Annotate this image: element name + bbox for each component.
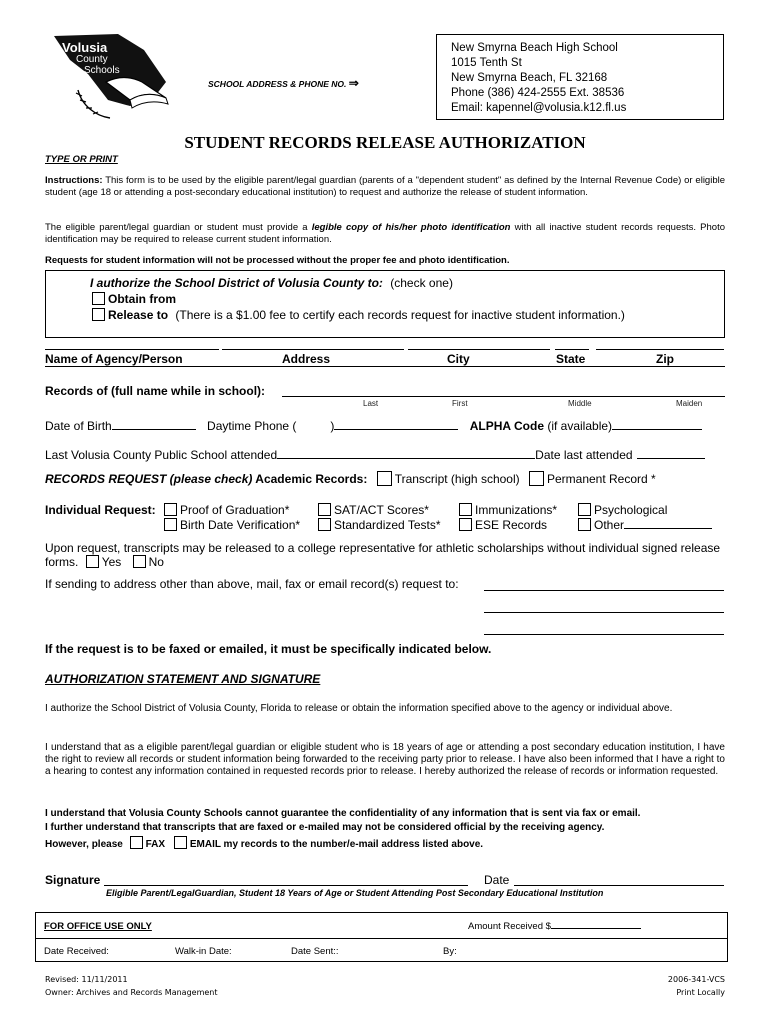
instructions-paragraph: Instructions: This form is to be used by the eligible parent/legal guardian (parents of a "dependent student" as defined by the Internal Revenue Code) or eligible student (age 18 or attending a post-secondary educational institution) to request and authorize the release of student information. [45, 175, 725, 198]
standardized-tests-checkbox[interactable] [318, 518, 331, 531]
yes-checkbox[interactable] [86, 555, 99, 568]
release-to-option[interactable]: Release to (There is a $1.00 fee to certify each records request for inactive student information.) [92, 308, 625, 322]
psychological-checkbox[interactable] [578, 503, 591, 516]
last-school-row: Last Volusia County Public School attended Date last attended [45, 448, 705, 462]
obtain-from-option[interactable]: Obtain from [92, 292, 176, 306]
amount-received-label: Amount Received $ [468, 921, 641, 932]
office-use-box [35, 912, 728, 962]
address-line: 1015 Tenth St [451, 57, 522, 69]
address-line: New Smyrna Beach, FL 32168 [451, 72, 608, 84]
last-school-field[interactable] [277, 458, 535, 459]
fax-checkbox[interactable] [130, 836, 143, 849]
alt-address-label: If sending to address other than above, mail, fax or email record(s) request to: [45, 577, 459, 591]
transcript-checkbox[interactable] [377, 471, 392, 486]
authorization-heading: AUTHORIZATION STATEMENT AND SIGNATURE [45, 672, 321, 686]
agency-name-line[interactable] [45, 349, 219, 350]
other-option[interactable]: Other [578, 518, 712, 532]
address-line: New Smyrna Beach High School [451, 42, 618, 54]
photo-id-paragraph: The eligible parent/legal guardian or student must provide a legible copy of his/her photo identification with all inactive student records requests. Photo identification may be required to release current student information. [45, 222, 726, 245]
immunizations-option[interactable]: Immunizations* [459, 503, 557, 517]
col-city: City [447, 352, 470, 366]
agency-address-line[interactable] [222, 349, 404, 350]
signature-date-line[interactable] [514, 885, 724, 886]
form-code: 2006-341-VCS [667, 975, 725, 984]
proof-graduation-option[interactable]: Proof of Graduation* [164, 503, 289, 517]
records-request-row: RECORDS REQUEST (please check) Academic Records: Transcript (high school) Permanent Record * [45, 472, 656, 486]
confidentiality-p1: I understand that Volusia County Schools cannot guarantee the confidentiality of any information that is sent via fax or email. [45, 808, 641, 819]
phone-field[interactable] [334, 429, 458, 430]
agency-state-line[interactable] [555, 349, 589, 350]
dob-row: Date of Birth Daytime Phone ( ) ALPHA Code (if available) [45, 419, 702, 433]
authorization-p1: I authorize the School District of Volusia County, Florida to release or obtain the information specified above to the agency or individual above. [45, 703, 673, 714]
proof-graduation-checkbox[interactable] [164, 503, 177, 516]
signature-caption: Eligible Parent/LegalGuardian, Student 18 Years of Age or Student Attending Post Secondary Educational Institution [106, 888, 604, 898]
fax-email-note: If the request is to be faxed or emailed, it must be specifically indicated below. [45, 642, 492, 656]
obtain-from-checkbox[interactable] [92, 292, 105, 305]
confidentiality-p2: I further understand that transcripts that are faxed or e-mailed may not be considered official by the receiving agency. [45, 822, 605, 833]
authorize-heading-row: I authorize the School District of Volusia County to: (check one) [90, 276, 453, 290]
psychological-option[interactable]: Psychological [578, 503, 667, 517]
ese-records-option[interactable]: ESE Records [459, 518, 547, 532]
agency-columns-rule [45, 366, 725, 367]
col-zip: Zip [656, 352, 674, 366]
standardized-tests-option[interactable]: Standardized Tests* [318, 518, 441, 532]
release-to-checkbox[interactable] [92, 308, 105, 321]
date-received-label: Date Received: [44, 946, 109, 957]
label-last: Last [363, 399, 379, 408]
logo-text-county: County [76, 54, 108, 65]
individual-request-label: Individual Request: [45, 503, 156, 517]
address-line: Email: kapennel@volusia.k12.fl.us [451, 102, 627, 114]
label-first: First [452, 399, 468, 408]
email-checkbox[interactable] [174, 836, 187, 849]
logo-text-volusia: Volusia [62, 40, 108, 55]
sat-act-option[interactable]: SAT/ACT Scores* [318, 503, 429, 517]
no-checkbox[interactable] [133, 555, 146, 568]
agency-zip-line[interactable] [596, 349, 724, 350]
district-logo [48, 30, 176, 122]
right-arrow-icon: ⇒ [348, 76, 359, 90]
full-name-line[interactable] [282, 396, 725, 397]
label-maiden: Maiden [676, 399, 703, 408]
dob-field[interactable] [112, 429, 196, 430]
immunizations-checkbox[interactable] [459, 503, 472, 516]
other-checkbox[interactable] [578, 518, 591, 531]
fee-notice: Requests for student information will not be processed without the proper fee and photo identification. [45, 255, 510, 266]
type-or-print: TYPE OR PRINT [45, 154, 118, 165]
logo-text-schools: Schools [84, 65, 120, 76]
alt-address-line-1[interactable] [484, 590, 724, 591]
fax-email-choice-row: However, please FAX EMAIL my records to the number/e-mail address listed above. [45, 836, 483, 850]
school-address-box [436, 34, 724, 120]
label-middle: Middle [568, 399, 592, 408]
alt-address-line-3[interactable] [484, 634, 724, 635]
revised-date: Revised: 11/11/2011 [45, 975, 128, 984]
page-title: STUDENT RECORDS RELEASE AUTHORIZATION [184, 133, 586, 152]
date-sent-label: Date Sent:: [291, 946, 339, 957]
agency-city-line[interactable] [408, 349, 550, 350]
office-divider [36, 938, 727, 939]
signature-line[interactable] [104, 885, 468, 886]
office-heading: FOR OFFICE USE ONLY [44, 921, 152, 932]
permanent-record-checkbox[interactable] [529, 471, 544, 486]
other-field[interactable] [624, 528, 712, 529]
athletic-release-text: Upon request, transcripts may be released to a college representative for athletic scholarships without individual signed release forms. Yes No [45, 541, 721, 569]
col-state: State [556, 352, 586, 366]
birth-date-option[interactable]: Birth Date Verification* [164, 518, 300, 532]
authorize-box [45, 270, 725, 338]
alpha-code-field[interactable] [612, 429, 702, 430]
amount-received-field[interactable] [551, 928, 641, 929]
ese-records-checkbox[interactable] [459, 518, 472, 531]
sat-act-checkbox[interactable] [318, 503, 331, 516]
birth-date-checkbox[interactable] [164, 518, 177, 531]
print-locally: Print Locally [676, 988, 725, 997]
form-owner: Owner: Archives and Records Management [45, 988, 218, 997]
walkin-date-label: Walk-in Date: [175, 946, 232, 957]
signature-label: Signature [45, 873, 101, 887]
records-of-label: Records of (full name while in school): [45, 384, 266, 398]
col-address: Address [282, 352, 331, 366]
col-agency-name: Name of Agency/Person [45, 352, 183, 366]
alt-address-line-2[interactable] [484, 612, 724, 613]
authorization-p2: I understand that as a eligible parent/legal guardian or eligible student who is 18 years of age or attending a post secondary education institution, I have the right to review all records or student information being forwarded to the receiving party prior to release. I have also been informed that I have a right to a hearing to contest any information contained in requested records prior to release. I hereby authorized the release of records or information requested. [45, 742, 725, 777]
address-line: Phone (386) 424-2555 Ext. 38536 [451, 87, 625, 99]
school-address-label: SCHOOL ADDRESS & PHONE NO. ⇒ [208, 76, 359, 90]
by-label: By: [443, 946, 457, 957]
date-last-attended-field[interactable] [637, 458, 705, 459]
date-label: Date [484, 873, 510, 887]
